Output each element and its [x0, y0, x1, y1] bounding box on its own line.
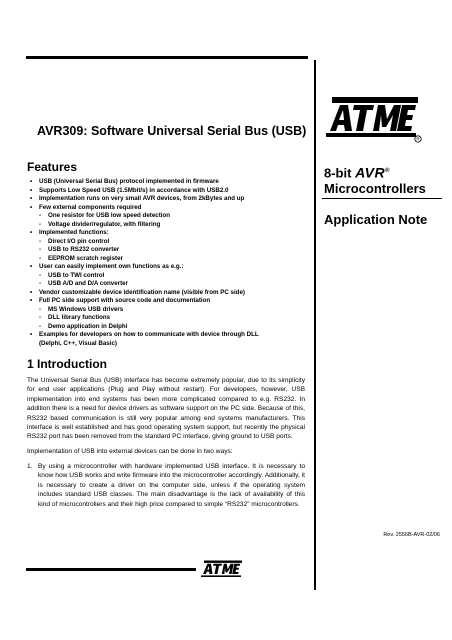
feature-subitem	[30, 314, 310, 323]
feature-text: Implemented functions:	[39, 229, 109, 236]
feature-bullet	[30, 204, 310, 213]
intro-paragraph-2: Implementation of USB into external devices can be done in two ways:	[27, 448, 233, 455]
feature-subitem	[30, 212, 310, 221]
feature-text: Examples for developers on how to communicate with device through DLL	[39, 331, 259, 338]
feature-bullet	[30, 229, 310, 238]
feature-text: USB to TWI control	[48, 271, 105, 279]
bottom-rule	[26, 568, 196, 571]
avr-brand: AVR	[355, 164, 386, 181]
feature-text: Voltage divider/regulator, with filtering	[48, 220, 161, 228]
intro-list-item-1	[27, 462, 305, 509]
feature-text: Supports Low Speed USB (1.5Mbit/s) in accordance with USB2.0	[39, 186, 229, 194]
feature-text: Demo application in Delphi	[48, 322, 128, 330]
product-prefix: 8-bit	[324, 165, 352, 181]
document-title: AVR309: Software Universal Serial Bus (USB)	[37, 124, 307, 138]
revision-label: Rev. 2556B-AVR-02/06	[383, 532, 440, 538]
atmel-logo	[322, 95, 424, 143]
feature-bullet	[30, 331, 310, 340]
column-divider	[314, 60, 316, 590]
feature-text: USB to RS232 converter	[48, 246, 120, 253]
feature-text: EEPROM scratch register	[48, 254, 123, 262]
feature-bullet	[30, 187, 310, 196]
features-heading: Features	[27, 160, 78, 174]
feature-subitem	[30, 306, 310, 315]
feature-text: User can easily implement own functions as e.g.:	[39, 263, 184, 270]
list-item-text: By using a microcontroller with hardware implemented USB interface. It is necessary to know how USB works and write firmware into the microcontroller accordingly. Additionally, it is necessary to create a driver on the computer side, unless if the operating system includes standard USB classes. The main disadvantage is the lack of availability of this kind of microcontrollers and their high price compared to simple “RS232” microcontrollers.	[38, 463, 305, 508]
feature-text: Few external components required	[39, 203, 142, 211]
feature-subitem	[30, 272, 310, 281]
feature-text: Vendor customizable device identification name (visible from PC side)	[39, 288, 245, 296]
intro-paragraph-1: The Universal Serial Bus (USB) interface has become extremely popular, due to its simplicity for end user applications (Plug and Play without restart). For developers, however, USB implementation into end systems has been more complicated compared to e.g. RS232. In addition there is a need for device drivers as software support on the PC side. Because of this, RS232 based communication is still very popular among end systems manufacturers. This interface is well established and has good operating system support, but recently the physical RS232 port has been removed from the standard PC interface, giving ground to USB ports.	[27, 377, 305, 441]
feature-text: Implementation runs on very small AVR devices, from 2kBytes and up	[39, 195, 245, 202]
feature-text: DLL library functions	[48, 314, 111, 321]
feature-bullet	[30, 195, 310, 204]
top-rule	[26, 56, 308, 59]
product-line: Microcontrollers	[324, 181, 426, 197]
feature-subitem	[30, 280, 310, 289]
svg-text:R: R	[416, 136, 420, 142]
features-list	[30, 178, 310, 348]
product-family	[324, 163, 444, 197]
feature-text: (Delphi, C++, Visual Basic)	[39, 339, 117, 347]
feature-bullet	[30, 297, 310, 306]
atmel-logo-footer	[200, 560, 244, 578]
avr-registered: ®	[385, 168, 390, 174]
feature-text: Full PC side support with source code and documentation	[39, 297, 211, 304]
feature-text: MS Windows USB drivers	[48, 305, 124, 313]
feature-text: Direct I/O pin control	[48, 237, 110, 245]
feature-subitem	[30, 221, 310, 230]
feature-subitem	[30, 246, 310, 255]
feature-text: USB (Universal Serial Bus) protocol implemented in firmware	[39, 178, 219, 185]
sidebar-rule	[322, 198, 442, 199]
feature-text: USB A/D and D/A converter	[48, 280, 128, 287]
doc-type: Application Note	[324, 212, 428, 227]
list-number: 1.	[27, 463, 33, 470]
feature-subitem	[30, 255, 310, 264]
feature-subitem	[30, 323, 310, 332]
feature-text: One resistor for USB low speed detection	[48, 212, 171, 219]
feature-bullet	[30, 263, 310, 272]
feature-continuation	[30, 340, 310, 349]
feature-bullet	[30, 289, 310, 298]
feature-bullet	[30, 178, 310, 187]
feature-subitem	[30, 238, 310, 247]
intro-heading: 1 Introduction	[27, 357, 107, 371]
